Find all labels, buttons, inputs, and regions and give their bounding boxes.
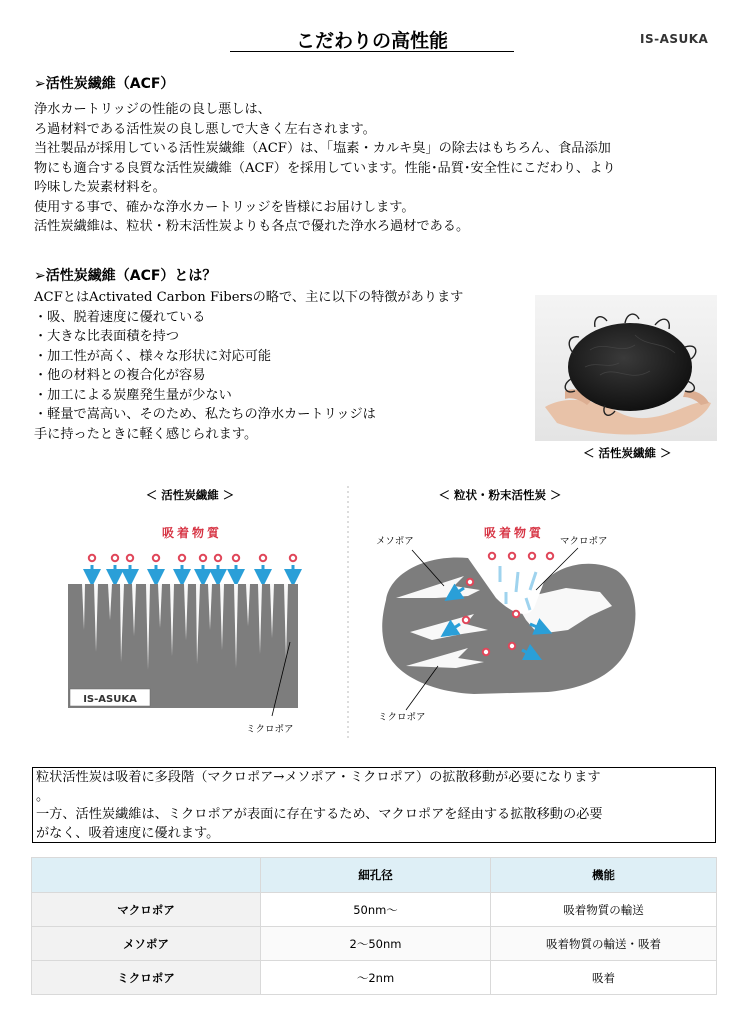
adsorbate-dot: [509, 643, 515, 649]
text-line: ろ過材料である活性炭の良し悪しで大きく左右されます。: [34, 121, 376, 137]
table-header-cell: [32, 858, 261, 893]
section-heading-what-is-acf: ➢活性炭繊維（ACF）とは？: [34, 268, 217, 284]
table-row: [32, 893, 717, 927]
adsorbate-dot: [89, 555, 95, 561]
comparison-note: [36, 769, 603, 843]
pore-size-table: [31, 857, 717, 995]
table-header-row: [32, 858, 717, 893]
photo-caption: ＜ 活性炭繊維 ＞: [583, 446, 672, 460]
text-line: 粒状活性炭は吸着に多段階（マクロポア→メソポア・ミクロポア）の拡散移動が必要になります: [36, 770, 601, 785]
table-cell: 吸着物質の輸送・吸着: [491, 927, 717, 961]
table-row-label: マクロポア: [32, 893, 261, 927]
feature-item: ・加工による炭塵発生量が少ない: [34, 387, 232, 403]
feature-item: ・軽量で嵩高い、そのため、私たちの浄水カートリッジは: [34, 407, 376, 422]
text-line: 当社製品が採用している活性炭繊維（ACF）は、「塩素・カルキ臭」の除去はもちろん、食品添加: [34, 141, 611, 156]
page-title: こだわりの高性能: [295, 30, 448, 52]
text-line: 手に持ったときに軽く感じられます。: [34, 426, 258, 442]
adsorbate-dot: [467, 579, 473, 585]
adsorbate-dot: [179, 555, 185, 561]
text-line: 吟味した炭素材料を。: [34, 180, 166, 195]
table-cell: 吸着: [491, 961, 717, 995]
text-line: 物にも適合する良質な活性炭繊維（ACF）を採用しています。性能･品質･安全性にこだわり、より: [34, 160, 616, 176]
granular-carbon-particle: [382, 557, 635, 694]
adsorbate-dot: [153, 555, 159, 561]
feature-item: ・加工性が高く、様々な形状に対応可能: [34, 348, 272, 364]
right-micropore-label: ミクロポア: [378, 712, 426, 723]
left-adsorbate-label: 吸着物質: [161, 526, 223, 540]
pore-structure-diagram: [60, 480, 700, 740]
table-header-cell: 細孔径: [261, 858, 491, 893]
adsorbate-dot: [200, 555, 206, 561]
table-row-label: メソポア: [32, 927, 261, 961]
macropore-label: マクロポア: [560, 536, 608, 547]
diffusion-arrow: [530, 572, 536, 590]
adsorbate-dot: [233, 555, 239, 561]
adsorbate-dot: [529, 553, 535, 559]
adsorbate-dot: [290, 555, 296, 561]
adsorbate-dot: [513, 611, 519, 617]
left-micropore-label: ミクロポア: [246, 724, 294, 735]
adsorbate-dot: [509, 553, 515, 559]
table-cell: 50nm～: [261, 893, 491, 927]
table-header-cell: 機能: [491, 858, 717, 893]
right-adsorbate-label: 吸着物質: [483, 526, 545, 540]
text-line: 。: [36, 788, 50, 804]
left-panel-title: ＜ 活性炭繊維 ＞: [145, 488, 235, 502]
mesopore-label: メソポア: [376, 536, 414, 547]
title-underline: [230, 51, 514, 52]
text-line: 使用する事で、確かな浄水カートリッジを皆様にお届けします。: [34, 199, 415, 215]
acf-photo: [535, 295, 717, 441]
feature-item: ・他の材料との複合化が容易: [34, 368, 206, 383]
left-brand-label: IS-ASUKA: [83, 694, 137, 705]
adsorbate-dot: [547, 553, 553, 559]
section-body-features: [34, 288, 463, 444]
adsorbate-molecules: [89, 555, 296, 578]
section-body-acf: [34, 100, 616, 237]
text-line: がなく、吸着速度に優れます。: [36, 825, 220, 841]
table-row-label: ミクロポア: [32, 961, 261, 995]
brand-logo: IS-ASUKA: [640, 32, 709, 46]
adsorbate-dot: [215, 555, 221, 561]
adsorbate-dot: [483, 649, 489, 655]
text-line: 活性炭繊維は、粒状・粉末活性炭よりも各点で優れた浄水ろ過材である。: [34, 219, 470, 234]
adsorbate-dot: [489, 553, 495, 559]
adsorbate-dot: [463, 617, 469, 623]
section-heading-acf: ➢活性炭繊維（ACF）: [34, 76, 175, 92]
text-line: 浄水カートリッジの性能の良し悪しは、: [34, 102, 271, 117]
right-panel-title: ＜ 粒状・粉末活性炭 ＞: [438, 488, 562, 502]
text-line: ACFとはActivated Carbon Fibersの略で、主に以下の特徴があります: [34, 290, 464, 305]
table-cell: 吸着物質の輸送: [491, 893, 717, 927]
text-line: 一方、活性炭繊維は、ミクロポアが表面に存在するため、マクロポアを経由する拡散移動の必要: [36, 807, 603, 822]
feature-item: ・吸、脱着速度に優れている: [34, 309, 206, 325]
table-cell: ～2nm: [261, 961, 491, 995]
adsorbate-dot: [127, 555, 133, 561]
adsorbate-dot: [260, 555, 266, 561]
adsorbate-dot: [112, 555, 118, 561]
table-row: [32, 927, 717, 961]
table-row: [32, 961, 717, 995]
feature-item: ・大きな比表面積を持つ: [34, 329, 180, 344]
diffusion-arrow: [516, 572, 518, 592]
table-cell: 2～50nm: [261, 927, 491, 961]
